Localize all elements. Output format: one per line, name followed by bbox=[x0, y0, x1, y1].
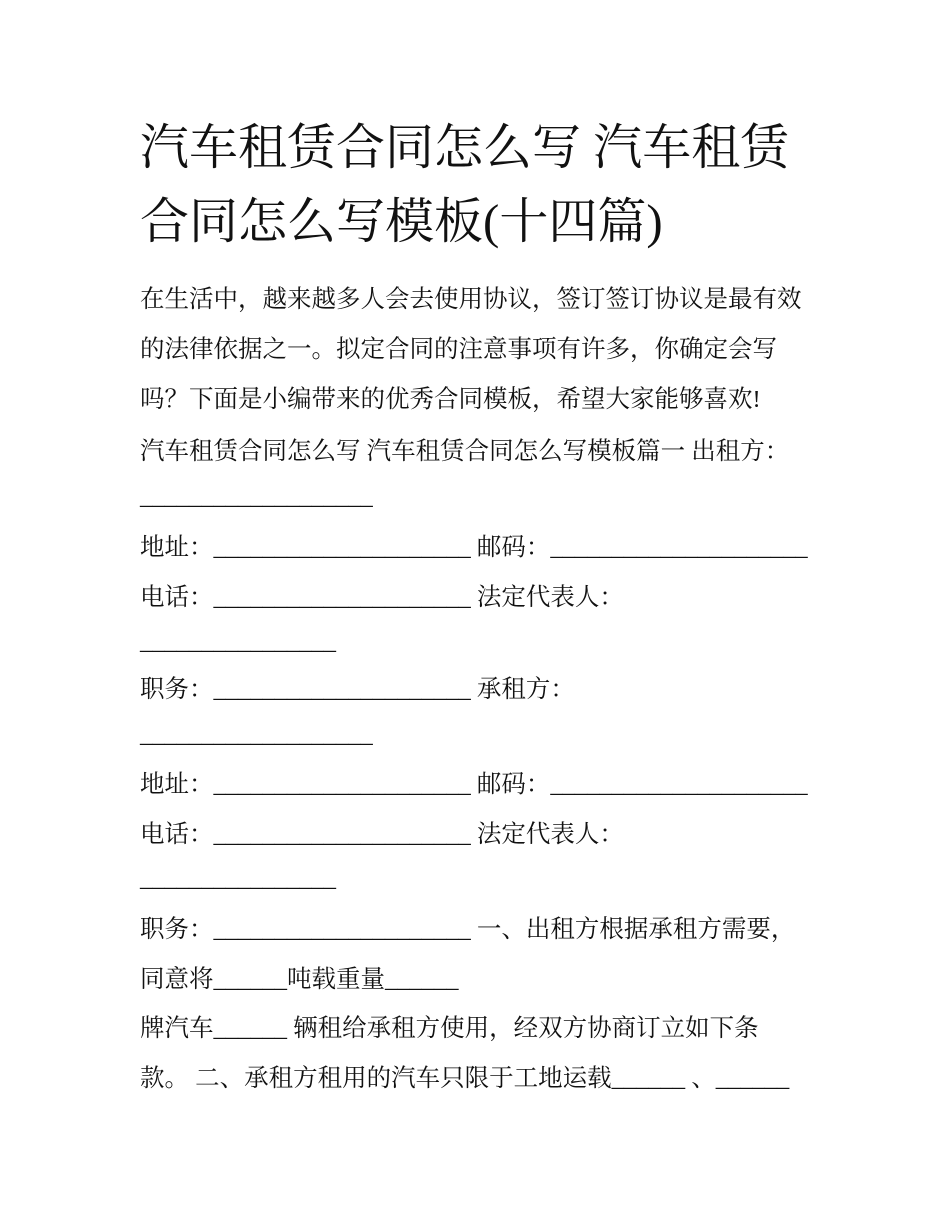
intro-line: 吗？下面是小编带来的优秀合同模板，希望大家能够喜欢! bbox=[140, 386, 761, 413]
clause-line: 职务：_____________________ 一、出租方根据承租方需要， bbox=[140, 916, 796, 943]
blank-line: ________________ bbox=[140, 865, 336, 892]
phone-representative-line: 电话：_____________________ 法定代表人： bbox=[140, 821, 624, 848]
position-lessee-line: 职务：_____________________ 承租方： bbox=[140, 676, 575, 703]
address-postcode-line: 地址：_____________________ 邮码：_____________________ bbox=[140, 771, 808, 798]
clause-line: 款。 二、承租方租用的汽车只限于工地运载______ 、______ bbox=[140, 1065, 790, 1092]
intro-line: 的法律依据之一。拟定合同的注意事项有许多，你确定会写 bbox=[140, 336, 777, 363]
address-postcode-line: 地址：_____________________ 邮码：_____________________ bbox=[140, 534, 808, 561]
phone-representative-line: 电话：_____________________ 法定代表人： bbox=[140, 584, 624, 611]
section-heading-line: 汽车租赁合同怎么写 汽车租赁合同怎么写模板篇一 出租方： bbox=[140, 438, 790, 465]
blank-line: ___________________ bbox=[140, 721, 373, 748]
blank-line: ___________________ bbox=[140, 483, 373, 510]
clause-line: 牌汽车______ 辆租给承租方使用，经双方协商订立如下条 bbox=[140, 1015, 759, 1042]
blank-line: ________________ bbox=[140, 628, 336, 655]
document-title-line-2: 合同怎么写模板(十四篇) bbox=[140, 194, 663, 249]
clause-line: 同意将______吨载重量______ bbox=[140, 966, 459, 993]
document-title-line-1: 汽车租赁合同怎么写 汽车租赁 bbox=[140, 120, 790, 175]
intro-line: 在生活中，越来越多人会去使用协议，签订签订协议是最有效 bbox=[140, 286, 802, 313]
